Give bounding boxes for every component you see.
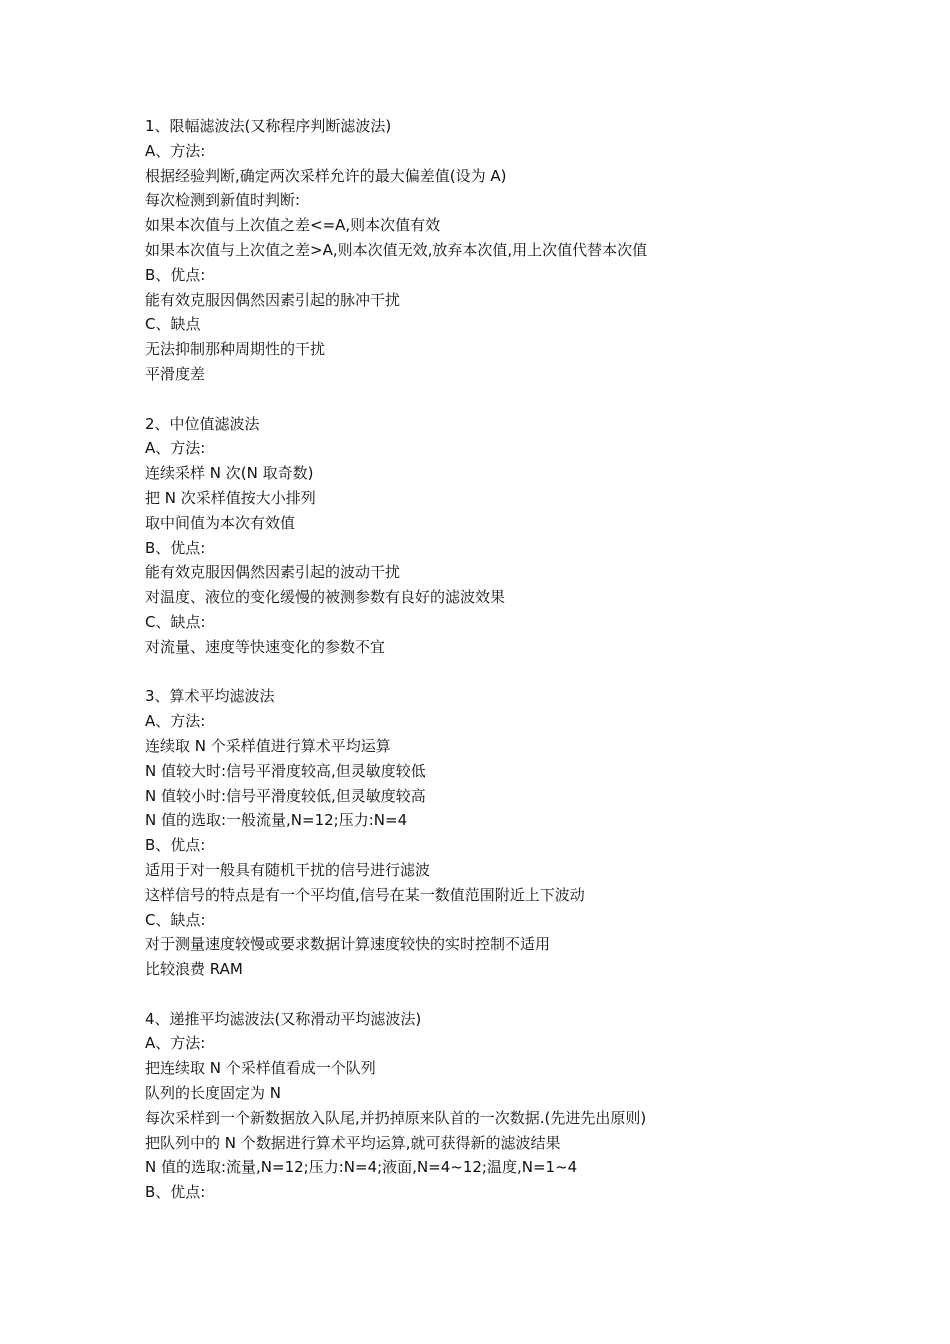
text-line: 对于测量速度较慢或要求数据计算速度较快的实时控制不适用 [145,935,551,954]
text-line: N 值的选取:流量,N=12;压力:N=4;液面,N=4~12;温度,N=1~4 [145,1158,578,1177]
section-limit-filter [145,114,845,387]
text-line: N 值的选取:一般流量,N=12;压力:N=4 [145,811,408,830]
text-line: 如果本次值与上次值之差>A,则本次值无效,放弃本次值,用上次值代替本次值 [145,240,648,259]
text-line: 把队列中的 N 个数据进行算术平均运算,就可获得新的滤波结果 [145,1133,561,1152]
subheading-advantages: B、优点: [145,1183,206,1202]
subheading-advantages: B、优点: [145,265,206,284]
text-line: 对温度、液位的变化缓慢的被测参数有良好的滤波效果 [145,588,506,607]
text-line: 连续取 N 个采样值进行算术平均运算 [145,736,391,755]
subheading-disadvantages: C、缺点: [145,910,206,929]
text-line: 把 N 次采样值按大小排列 [145,488,316,507]
text-line: 平滑度差 [145,364,206,383]
text-line: 取中间值为本次有效值 [145,513,296,532]
section-spacer [145,982,845,1007]
section-heading: 1、限幅滤波法(又称程序判断滤波法) [145,117,392,135]
subheading-method: A、方法: [145,712,206,731]
subheading-method: A、方法: [145,141,206,160]
text-line: 能有效克服因偶然因素引起的脉冲干扰 [145,290,401,309]
subheading-disadvantages: C、缺点 [145,315,201,334]
section-heading: 4、递推平均滤波法(又称滑动平均滤波法) [145,1009,422,1028]
text-line: 这样信号的特点是有一个平均值,信号在某一数值范围附近上下波动 [145,885,585,904]
text-line: 每次采样到一个新数据放入队尾,并扔掉原来队首的一次数据.(先进先出原则) [145,1108,647,1127]
text-line: 如果本次值与上次值之差<=A,则本次值有效 [145,216,441,235]
section-spacer [145,660,845,685]
section-heading: 3、算术平均滤波法 [145,687,275,706]
text-line: 把连续取 N 个采样值看成一个队列 [145,1059,376,1078]
text-line: 队列的长度固定为 N [145,1084,281,1103]
section-moving-average-filter [145,1007,845,1205]
text-line: N 值较小时:信号平滑度较低,但灵敏度较高 [145,786,426,805]
text-line: N 值较大时:信号平滑度较高,但灵敏度较低 [145,761,426,780]
section-arithmetic-mean-filter [145,684,845,982]
section-median-filter [145,412,845,660]
subheading-method: A、方法: [145,439,206,458]
text-line: 根据经验判断,确定两次采样允许的最大偏差值(设为 A) [145,166,507,185]
text-line: 适用于对一般具有随机干扰的信号进行滤波 [145,860,431,879]
subheading-advantages: B、优点: [145,538,206,557]
section-spacer [145,387,845,412]
text-line: 连续采样 N 次(N 取奇数) [145,464,314,483]
subheading-advantages: B、优点: [145,836,206,855]
text-line: 每次检测到新值时判断: [145,191,301,210]
text-line: 比较浪费 RAM [145,960,243,979]
subheading-disadvantages: C、缺点: [145,612,206,631]
section-heading: 2、中位值滤波法 [145,414,260,433]
text-line: 对流量、速度等快速变化的参数不宜 [145,637,386,656]
text-line: 无法抑制那种周期性的干扰 [145,340,326,359]
subheading-method: A、方法: [145,1034,206,1053]
document-body [145,114,845,1205]
text-line: 能有效克服因偶然因素引起的波动干扰 [145,563,401,582]
